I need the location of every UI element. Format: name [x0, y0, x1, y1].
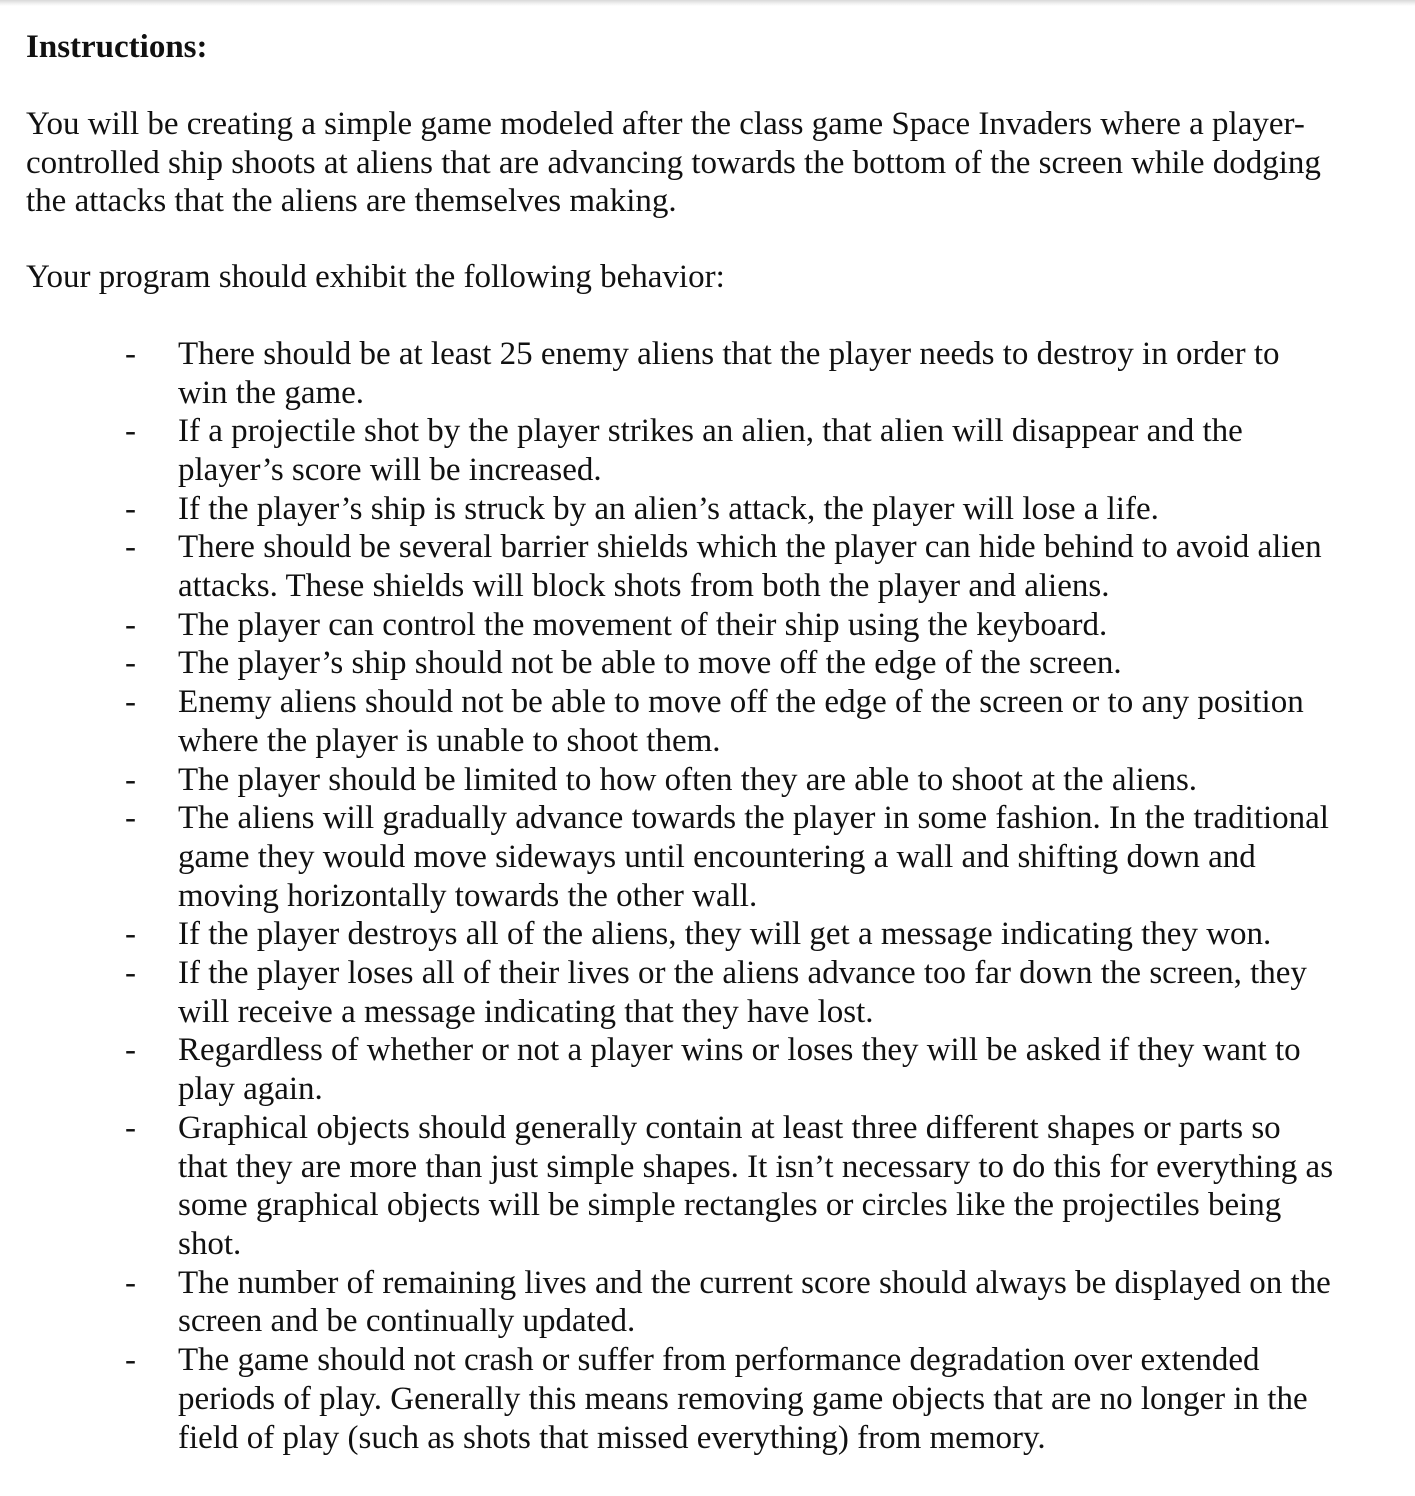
list-item-text: If a projectile shot by the player strikes an alien, that alien will disappear and the player’s score will be increased.	[178, 413, 1243, 488]
list-item-text: There should be several barrier shields which the player can hide behind to avoid alien attacks. These shields will block shots from both the player and aliens.	[178, 529, 1322, 605]
document-page	[26, 28, 1366, 1457]
dash-marker: -	[125, 529, 136, 566]
list-item	[26, 335, 1336, 412]
top-edge-shadow	[0, 0, 1415, 6]
requirements-list	[26, 335, 1366, 1457]
dash-marker: -	[125, 1109, 136, 1146]
list-item	[26, 490, 1336, 529]
list-item	[26, 1031, 1336, 1108]
intro-paragraph: You will be creating a simple game modeled after the class game Space Invaders where a player-controlled ship shoots at aliens that are advancing towards the bottom of the screen while dodging the attacks that the aliens are themselves making.	[26, 106, 1321, 220]
list-item	[26, 799, 1336, 915]
list-item	[26, 1264, 1336, 1341]
list-item	[26, 1109, 1336, 1264]
list-item	[26, 954, 1336, 1031]
behavior-intro: Your program should exhibit the following behavior:	[26, 259, 725, 296]
list-item-text: The game should not crash or suffer from performance degradation over extended periods of play. Generally this means removing game objects that are no longer in the field of play (such as shots that missed everything) from memory.	[178, 1342, 1308, 1456]
list-item-text: If the player loses all of their lives or the aliens advance too far down the screen, they will receive a message indicating that they have lost.	[178, 955, 1307, 1030]
list-item-text: Graphical objects should generally contain at least three different shapes or parts so that they are more than just simple shapes. It isn’t necessary to do this for everything as some graphical objects will be simple rectangles or circles like the projectiles being shot.	[178, 1109, 1334, 1262]
list-item	[26, 644, 1336, 683]
dash-marker: -	[125, 606, 136, 643]
dash-marker: -	[125, 1032, 136, 1069]
list-item	[26, 606, 1336, 645]
instructions-heading: Instructions:	[26, 29, 208, 65]
list-item-text: If the player’s ship is struck by an alien’s attack, the player will lose a life.	[178, 490, 1159, 527]
dash-marker: -	[125, 413, 136, 450]
list-item	[26, 412, 1336, 489]
dash-marker: -	[125, 955, 136, 992]
list-item-text: The aliens will gradually advance towards the player in some fashion. In the traditional game they would move sideways until encountering a wall and shifting down and moving horizontally towards the other wall.	[178, 800, 1329, 914]
dash-marker: -	[125, 490, 136, 527]
list-item	[26, 528, 1336, 605]
list-item-text: The number of remaining lives and the current score should always be displayed on the screen and be continually updated.	[178, 1264, 1331, 1340]
list-item-text: Regardless of whether or not a player wins or loses they will be asked if they want to play again.	[178, 1032, 1301, 1108]
list-item-text: The player should be limited to how often they are able to shoot at the aliens.	[178, 761, 1198, 798]
list-item-text: Enemy aliens should not be able to move off the edge of the screen or to any position where the player is unable to shoot them.	[178, 684, 1304, 759]
dash-marker: -	[125, 645, 136, 682]
list-item	[26, 915, 1336, 954]
dash-marker: -	[125, 800, 136, 837]
dash-marker: -	[125, 1264, 136, 1301]
dash-marker: -	[125, 761, 136, 798]
dash-marker: -	[125, 684, 136, 721]
list-item-text: If the player destroys all of the aliens, they will get a message indicating they won.	[178, 916, 1272, 953]
list-item	[26, 1341, 1336, 1457]
dash-marker: -	[125, 335, 136, 372]
list-item	[26, 761, 1336, 800]
list-item-text: The player’s ship should not be able to move off the edge of the screen.	[178, 645, 1122, 682]
list-item-text: The player can control the movement of their ship using the keyboard.	[178, 606, 1108, 643]
list-item	[26, 683, 1336, 760]
list-item-text: There should be at least 25 enemy aliens that the player needs to destroy in order to win the game.	[178, 335, 1280, 411]
dash-marker: -	[125, 916, 136, 953]
dash-marker: -	[125, 1342, 136, 1379]
